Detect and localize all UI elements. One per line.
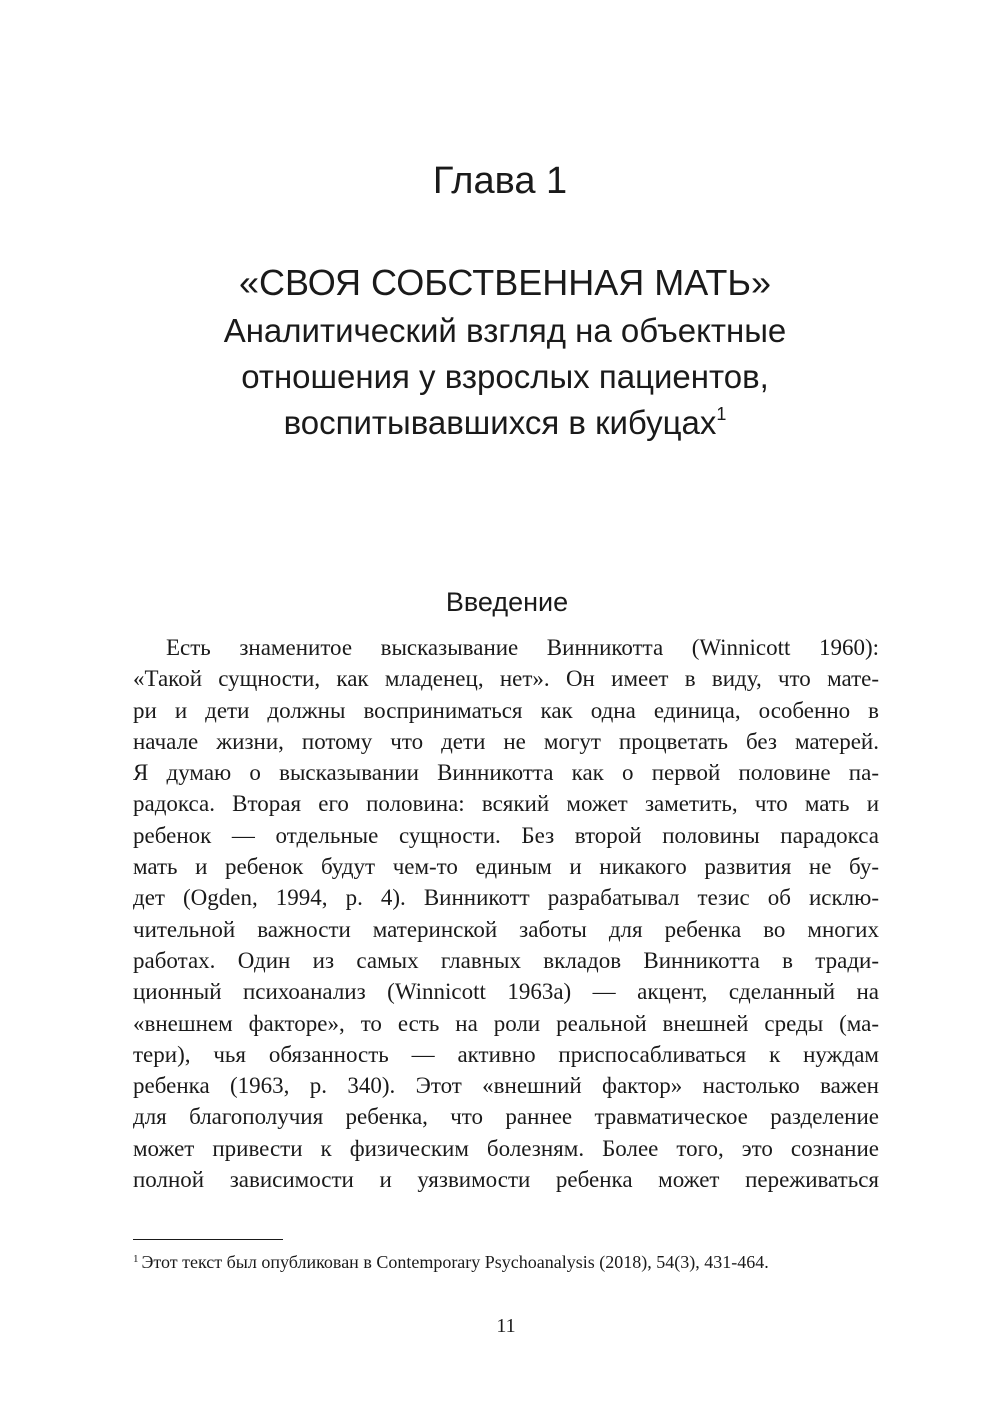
- body-line: тери), чья обязанность — активно приспосабливаться к нуждам: [133, 1041, 879, 1067]
- footnote-divider: [133, 1239, 283, 1240]
- chapter-title: «СВОЯ СОБСТВЕННАЯ МАТЬ»: [238, 262, 772, 303]
- section-heading: Введение: [445, 587, 569, 617]
- body-line: чительной важности материнской заботы для ребенка во многих: [133, 916, 879, 942]
- subtitle-line-text: воспитывавшихся в кибуцах: [283, 404, 717, 441]
- body-line: ри и дети должны восприниматься как одна единица, особенно в: [133, 697, 879, 723]
- chapter-subtitle: [0, 308, 1000, 446]
- body-line: дет (Ogden, 1994, p. 4). Винникотт разрабатывал тезис об исклю-: [133, 885, 879, 911]
- subtitle-line: отношения у взрослых пациентов,: [241, 358, 769, 395]
- subtitle-line: Аналитический взгляд на объектные: [223, 312, 787, 349]
- body-line: ционный психоанализ (Winnicott 1963a) — акцент, сделанный на: [133, 979, 879, 1005]
- body-line: радокса. Вторая его половина: всякий может заметить, что мать и: [133, 791, 879, 817]
- body-line: ребенок — отдельные сущности. Без второй половины парадокса: [133, 822, 879, 848]
- body-line: мать и ребенок будут чем-то единым и никакого развития не бу-: [133, 854, 879, 880]
- subtitle-line-last: [0, 400, 1000, 446]
- footnote: [133, 1250, 883, 1274]
- body-line: «Такой сущности, как младенец, нет». Он имеет в виду, что мате-: [133, 666, 879, 692]
- body-line: ребенка (1963, p. 340). Этот «внешний фактор» настолько важен: [133, 1073, 879, 1099]
- page-number: 11: [496, 1315, 516, 1337]
- body-line: начале жизни, потому что дети не могут процветать без матерей.: [133, 728, 879, 754]
- body-line: полной зависимости и уязвимости ребенка может переживаться: [133, 1167, 879, 1193]
- body-line: Есть знаменитое высказывание Винникотта (Winnicott 1960):: [166, 635, 879, 660]
- chapter-heading: Глава 1: [432, 160, 568, 202]
- body-line: «внешнем факторе», то есть на роли реальной внешней среды (ма-: [133, 1010, 879, 1036]
- body-line: для благополучия ребенка, что раннее травматическое разделение: [133, 1104, 879, 1130]
- body-paragraph: [133, 632, 879, 1195]
- footnote-text: Этот текст был опубликован в Contemporary Psychoanalysis (2018), 54(3), 431-464.: [141, 1252, 769, 1272]
- body-line: работах. Один из самых главных вкладов Винникотта в тради-: [133, 947, 879, 973]
- body-line: может привести к физическим болезням. Более того, это сознание: [133, 1135, 879, 1161]
- body-line: Я думаю о высказывании Винникотта как о первой половине па-: [133, 760, 879, 786]
- footnote-marker: 1: [133, 1253, 139, 1265]
- footnote-reference: 1: [716, 404, 727, 424]
